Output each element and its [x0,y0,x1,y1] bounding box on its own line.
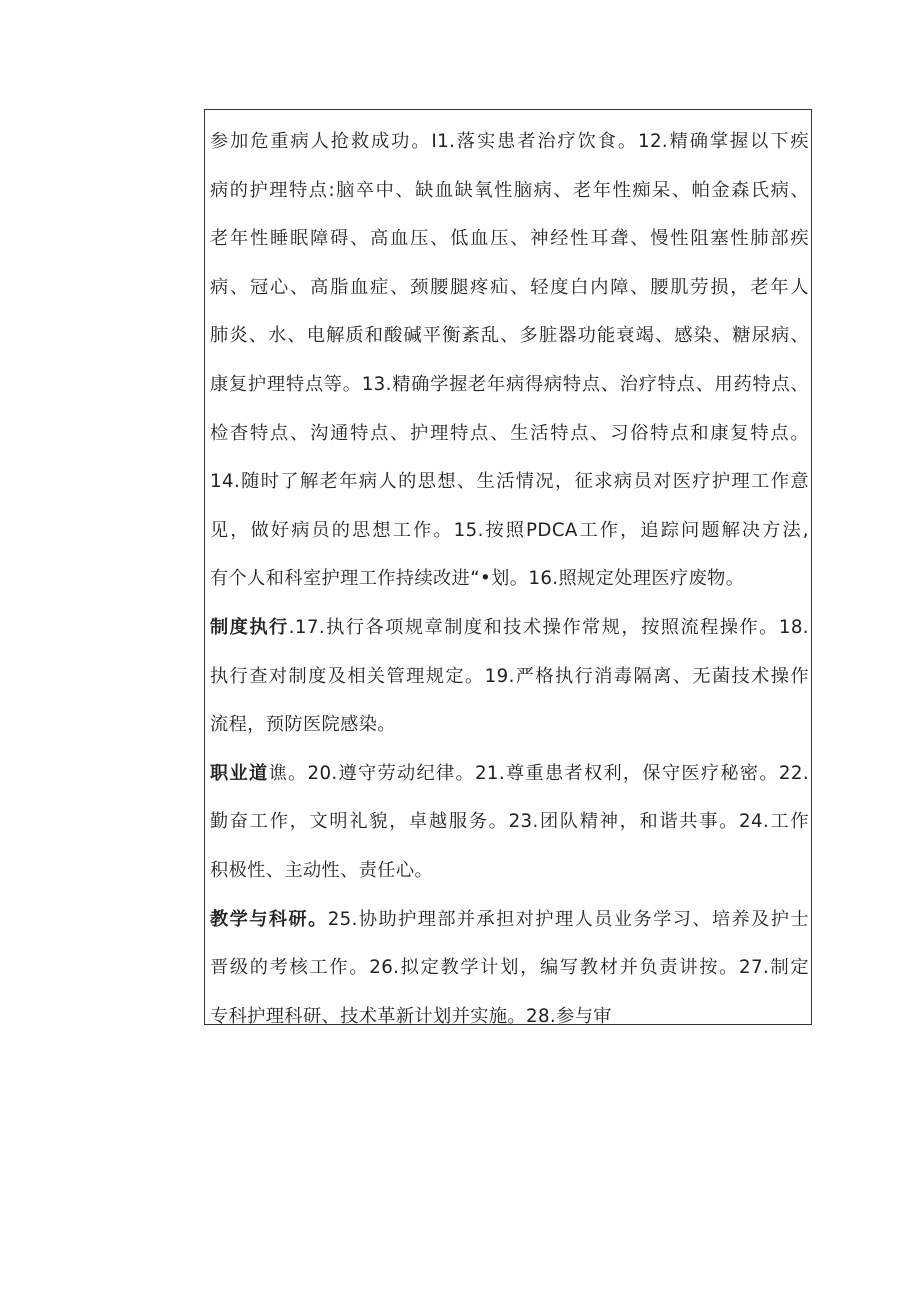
text-line [210,464,809,513]
section-heading: 教学与科研。 [210,908,328,930]
line-text: 肺炎、水、电解质和酸碱平衡紊乱、多脏器功能衰竭、感染、糖尿病、 [210,325,809,347]
text-line [210,124,809,173]
line-text: 见，做好病员的思想工作。15.按照PDCA工作，追踪问题解决方法, [210,519,809,541]
text-line [210,902,809,951]
text-line [210,367,809,416]
text-line [210,853,809,902]
line-text: .17.执行各项规章制度和技术操作常规，按照流程操作。18. [288,616,809,638]
line-text: 执行查对制度及相关管理规定。19.严格执行消毒隔离、无菌技术操作 [210,665,809,687]
line-text: 老年性睡眠障碍、高血压、低血压、神经性耳聋、慢性阻塞性肺部疾 [210,228,809,250]
line-text: 14.随时了解老年病人的思想、生活情况，征求病员对医疗护理工作意 [210,471,809,493]
line-text: 病、冠心、高脂血症、颈腰腿疼疝、轻度白内障、腰肌劳损，老年人 [210,276,809,298]
document-text-box [204,109,812,1025]
text-line [210,999,809,1048]
line-text: 流程，预防医院感染。 [210,714,396,736]
text-line [210,804,809,853]
text-line [210,561,809,610]
text-line [210,221,809,270]
line-text: 25.协助护理部并承担对护理人员业务学习、培养及护士 [327,908,809,930]
line-text: 积极性、主动性、责任心。 [210,859,434,881]
line-text: 康复护理特点等。13.精确学握老年病得病特点、治疗特点、用药特点、 [210,373,809,395]
line-text: 勤奋工作，文明礼貌，卓越服务。23.团队精神，和谐共事。24.工作 [210,811,809,833]
text-line [210,270,809,319]
line-text: 专科护理科研、技术革新计划并实施。28.参与审 [210,1005,612,1027]
text-line [210,756,809,805]
text-line [210,659,809,708]
line-text: 有个人和科室护理工作持续改进“•划。16.照规定处理医疗废物。 [210,568,745,590]
section-heading: 职业道 [210,762,269,784]
text-line [210,950,809,999]
text-line [210,173,809,222]
paragraph-lines [210,124,809,1047]
text-line [210,610,809,659]
line-text: 谯。20.遵守劳动纪律。21.尊重患者权利，保守医疗秘密。22. [268,762,809,784]
text-line [210,513,809,562]
line-text: 检杳特点、沟通特点、护理特点、生活特点、习俗特点和康复特点。 [210,422,809,444]
line-text: 晋级的考核工作。26.拟定教学计划，编写教材并负责讲按。27.制定 [210,957,809,979]
text-line [210,416,809,465]
line-text: 病的护理特点:脑卒中、缺血缺氧性脑病、老年性痴呆、帕金森氏病、 [210,179,809,201]
text-line [210,707,809,756]
text-line [210,318,809,367]
section-heading: 制度执行 [210,616,289,638]
line-text: 参加危重病人抢救成功。I1.落实患者治疗饮食。12.精确掌握以下疾 [210,131,809,152]
